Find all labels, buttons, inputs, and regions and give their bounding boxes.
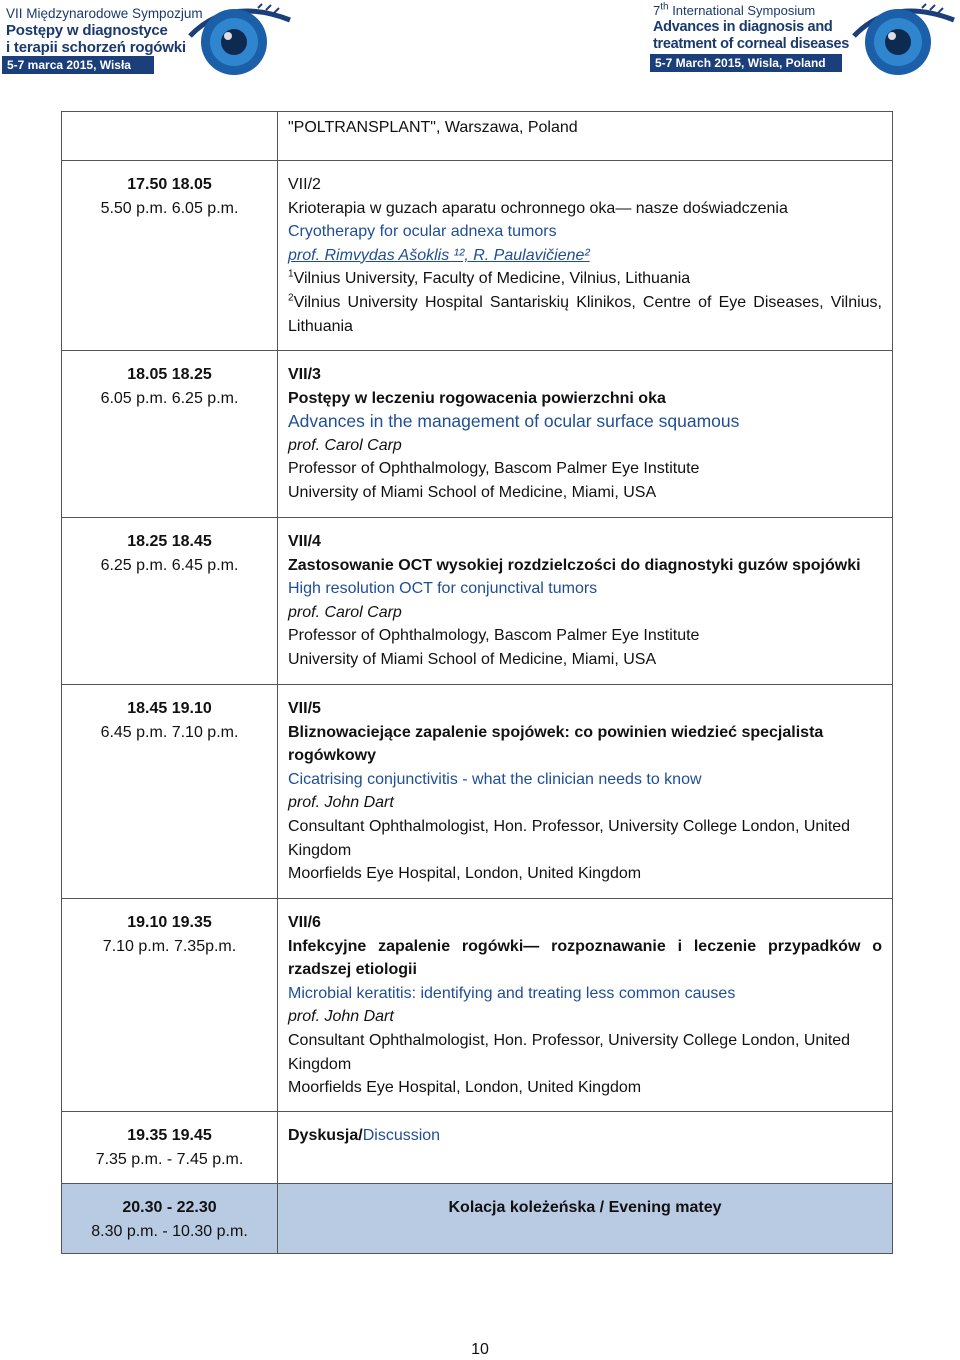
affiliation-2: $^2$Vilnius University Hospital Santariskių Klinikos, Centre of Eye Diseases, Vilnius, Lithuania (288, 292, 882, 335)
content-cell (278, 899, 893, 1112)
lecture-title-pl: Postępy w leczeniu rogowacenia powierzchni oka (288, 389, 666, 407)
program-table (61, 111, 893, 1254)
symposium-name-en: 7th International Symposium (653, 1, 816, 18)
table-row (62, 112, 893, 161)
lecture-code: VII/2 (288, 176, 321, 193)
time-12h: 5.50 p.m. 6.05 p.m. (100, 199, 239, 217)
page-number: 10 (471, 1341, 489, 1358)
table-row (62, 1112, 893, 1184)
eye-logo-icon (188, 2, 296, 78)
time-12h: 7.35 p.m. - 7.45 p.m. (95, 1150, 244, 1168)
affiliation-1: Consultant Ophthalmologist, Hon. Professor, University College London, United Kingdom (288, 817, 851, 859)
lecture-code: VII/3 (288, 366, 321, 383)
symposium-title-en-line1: Advances in diagnosis and (653, 19, 833, 35)
content-cell (278, 518, 893, 685)
time-24h: 18.25 18.45 (127, 533, 212, 550)
affiliation-2: Moorfields Eye Hospital, London, United Kingdom (288, 865, 642, 883)
time-24h: 18.45 19.10 (127, 700, 212, 717)
affiliation-2: Moorfields Eye Hospital, London, United Kingdom (288, 1079, 642, 1097)
speaker-name: prof. Rimvydas Ašoklis ¹², R. Paulavičiene² (288, 246, 590, 264)
lecture-code: VII/4 (288, 533, 321, 550)
content-cell (278, 351, 893, 518)
table-row (62, 1184, 893, 1254)
content-cell (278, 161, 893, 351)
symposium-name-pl: VII Międzynarodowe Sympozjum (6, 6, 203, 21)
time-12h: 6.45 p.m. 7.10 p.m. (100, 723, 239, 741)
lecture-title-en: Cicatrising conjunctivitis - what the clinician needs to know (288, 770, 702, 788)
time-24h: 17.50 18.05 (127, 176, 212, 193)
content-cell (278, 685, 893, 899)
lecture-title-pl: Bliznowaciejące zapalenie spojówek: co powinien wiedzieć specjalista rogówkowy (288, 723, 824, 765)
lecture-title-pl: Zastosowanie OCT wysokiej rozdzielczości do diagnostyki guzów spojówki (288, 556, 861, 574)
time-cell (62, 161, 278, 351)
dinner-label: Kolacja koleżeńska / Evening matey (448, 1199, 722, 1216)
speaker-name: prof. John Dart (288, 1008, 394, 1026)
table-row (62, 161, 893, 351)
content-cell (278, 1184, 893, 1254)
affiliation-1: $^1$Vilnius University, Faculty of Medicine, Vilnius, Lithuania (288, 269, 691, 288)
lecture-title-pl: Krioterapia w guzach aparatu ochronnego oka— nasze doświadczenia (288, 199, 788, 217)
lecture-code: VII/5 (288, 700, 321, 717)
discussion-label: Dyskusja/Discussion (288, 1127, 441, 1144)
symposium-date-en: 5-7 March 2015, Wisla, Poland (650, 54, 842, 72)
speaker-name: prof. Carol Carp (288, 436, 402, 454)
table-row (62, 685, 893, 899)
time-24h: 19.10 19.35 (127, 914, 212, 931)
speaker-name: prof. John Dart (288, 794, 394, 812)
time-24h: 19.35 19.45 (127, 1127, 212, 1144)
symposium-title-en-line2: treatment of corneal diseases (653, 36, 849, 52)
time-cell (62, 685, 278, 899)
symposium-date-pl: 5-7 marca 2015, Wisła (2, 56, 154, 74)
time-12h: 6.25 p.m. 6.45 p.m. (100, 556, 239, 574)
time-12h: 7.10 p.m. 7.35p.m. (102, 937, 237, 955)
affiliation-1: Consultant Ophthalmologist, Hon. Professor, University College London, United Kingdom (288, 1031, 851, 1073)
table-row (62, 351, 893, 518)
time-24h: 20.30 - 22.30 (122, 1199, 217, 1216)
symposium-title-pl-line1: Postępy w diagnostyce (6, 22, 168, 39)
time-12h: 8.30 p.m. - 10.30 p.m. (91, 1222, 248, 1240)
time-cell (62, 351, 278, 518)
lecture-title-en: Microbial keratitis: identifying and treating less common causes (288, 984, 736, 1002)
lecture-title-en: High resolution OCT for conjunctival tumors (288, 580, 598, 598)
time-12h: 6.05 p.m. 6.25 p.m. (100, 389, 239, 407)
affiliation-2: University of Miami School of Medicine, Miami, USA (288, 483, 657, 501)
table-row (62, 518, 893, 685)
affiliation-1: Professor of Ophthalmology, Bascom Palmer Eye Institute (288, 627, 700, 645)
time-cell (62, 1112, 278, 1184)
time-cell (62, 1184, 278, 1254)
time-cell (62, 518, 278, 685)
speaker-name: prof. Carol Carp (288, 603, 402, 621)
table-row (62, 899, 893, 1112)
affiliation-1: Professor of Ophthalmology, Bascom Palmer Eye Institute (288, 460, 700, 478)
time-cell (62, 112, 278, 161)
lecture-title-pl: Infekcyjne zapalenie rogówki— rozpoznawanie i leczenie przypadków o rzadszej etiologii (288, 937, 882, 979)
lecture-title-en: Cryotherapy for ocular adnexa tumors (288, 223, 557, 241)
affiliation-line: "POLTRANSPLANT", Warszawa, Poland (288, 119, 578, 136)
affiliation-2: University of Miami School of Medicine, Miami, USA (288, 650, 657, 668)
symposium-title-pl-line2: i terapii schorzeń rogówki (6, 39, 186, 56)
lecture-code: VII/6 (288, 914, 321, 931)
lecture-title-en: Advances in the management of ocular surface squamous (288, 411, 740, 432)
eye-logo-icon (852, 2, 960, 78)
content-cell (278, 112, 893, 161)
time-24h: 18.05 18.25 (127, 366, 212, 383)
content-cell (278, 1112, 893, 1184)
time-cell (62, 899, 278, 1112)
